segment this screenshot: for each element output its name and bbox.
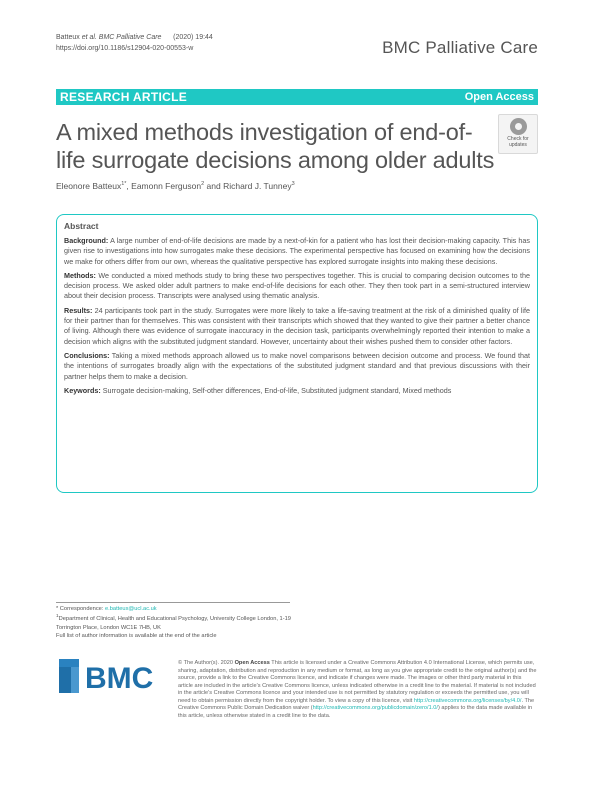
check-for-updates-button[interactable] [498,114,538,154]
check-for-updates-label: Check for updates [507,136,529,148]
author-affiliation-mark: 3 [291,181,295,188]
author-name[interactable]: Eamonn Ferguson [131,181,202,191]
affiliation-line: $^1$Department of Clinical, Health and Educational Psychology, University College London, 1-19 Torrington Place, London WC1E 7HB, UK [56,614,291,631]
author-name[interactable]: Eleonore Batteux [56,181,122,191]
author-name[interactable]: Richard J. Tunney [223,181,292,191]
bmc-logo-text: BMC [85,662,154,695]
footnotes [56,605,301,641]
citation-year-page: (2020) 19:44 [173,34,213,41]
abstract-conclusions: Conclusions: Taking a mixed methods approach allowed us to make novel comparisons between decision outcome and process. We found that the intentions of surrogates broadly align with the expectations of the substituted judgment standard and that previous discussions with their partner helps them to make a decision. [64,350,530,381]
article-title: A mixed methods investigation of end-of-life surrogate decisions among older adults [56,119,495,173]
author-affiliation-mark: 2 [201,181,205,188]
correspondence-email[interactable]: e.batteux@ucl.ac.uk [105,606,157,612]
author-info-note: Full list of author information is available at the end of the article [56,633,217,640]
correspondence-line: * Correspondence: e.batteux@ucl.ac.uk [56,606,157,612]
author-list: Eleonore Batteux$^{1*}$, Eamonn Ferguson$^2$ and Richard J. Tunney$^3$ [56,181,295,191]
abstract-background: Background: A large number of end-of-life decisions are made by a next-of-kin for a patient who has lost their decision-making capacity. This has given rise to investigations into how surrogates make these decisions. The experimental perspective has focused on examining how the decisions we make for others differ from our own, whereas the qualitative perspective has explored surrogate insights into making these decisions. [64,236,530,266]
doi-link[interactable]: https://doi.org/10.1186/s12904-020-00553-w [56,45,194,52]
abstract-results: Results: 24 participants took part in the study. Surrogates were more likely to take a life-saving treatment at the risk of a diminished quality of life for their partner than for themselves. This was consistent with their transcripts which showed that they wanted to give their partner a better chance of living. Although there was evidence of surrogate inaccuracy in the decision task, participants overwhelmingly reported their intention to make a decision which aligns with the substituted judgment standard. However, uncertainty about their wishes pushed them to consider other factors. [64,305,530,346]
license-text: © The Author(s). 2020 Open Access This article is licensed under a Creative Commons Attribution 4.0 International License, which permits use, sharing, adaptation, distribution and reproduction in any medium or format, as long as you give appropriate credit to the original author(s) and the source, provide a link to the Creative Commons licence, and indicate if changes were made. The images or other third party material in this article are included in the article's Creative Commons licence, unless indicated otherwise in a credit line to the material. If material is not included in the article's Creative Commons licence and your intended use is not permitted by statutory regulation or exceeds the permitted use, you will need to obtain permission directly from the copyright holder. To view a copy of this licence, visit http://creativecommons.org/licenses/by/4.0/. The Creative Commons Public Domain Dedication waiver (http://creativecommons.org/publicdomain/zero/1.0/) applies to the data made available in this article, unless otherwise stated in a credit line to the data. [178,660,537,719]
bmc-logo [57,655,167,697]
citation-journal: et al. BMC Palliative Care [81,34,162,41]
footnote-divider [56,602,290,603]
public-domain-link[interactable]: http://creativecommons.org/publicdomain/zero/1.0/ [312,705,438,711]
license-link[interactable]: http://creativecommons.org/licenses/by/4.0/ [413,697,522,704]
running-header [56,32,213,54]
abstract-keywords: Keywords: Surrogate decision-making, Self-other differences, End-of-life, Substituted judgment standard, Mixed methods [64,385,452,395]
article-type: RESEARCH ARTICLE [60,90,188,104]
article-type-banner [56,89,538,105]
check-for-updates-icon [510,118,527,135]
author-affiliation-mark: 1* [121,181,127,188]
citation-line [56,32,213,43]
citation-authors: Batteux [56,34,82,41]
journal-name: BMC Palliative Care [382,38,538,57]
abstract-methods: Methods: We conducted a mixed methods study to bring these two perspectives together. This is crucial to comparing decision outcomes to the decision process. We asked older adult partners to make end-of-life decisions for each other. They then took part in a semi-structured interview about their decision process. Transcripts were analysed using thematic analysis. [64,270,530,301]
open-access-badge: Open Access [464,91,534,103]
abstract-box [56,214,538,493]
abstract-heading: Abstract [64,221,99,231]
